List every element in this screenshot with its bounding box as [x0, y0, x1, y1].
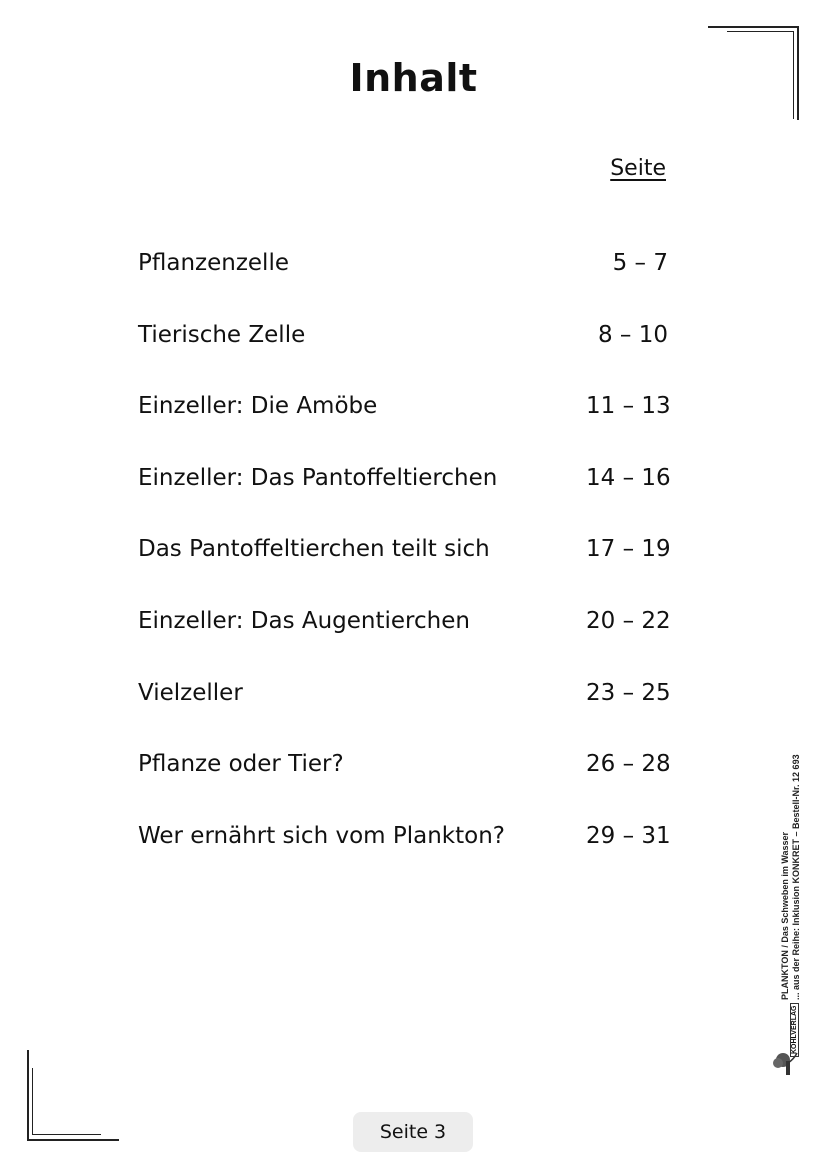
publisher-logo [772, 1005, 806, 1075]
page-column-header: Seite [610, 156, 666, 181]
toc-entry [138, 680, 678, 752]
toc-entry [138, 393, 678, 465]
toc-entry [138, 823, 678, 895]
toc-entry-pages: 5 – 7 [612, 250, 668, 276]
toc-entry [138, 250, 678, 322]
toc-entry-title: Einzeller: Das Augentierchen [138, 607, 470, 634]
toc-entry-pages: 20 – 22 [586, 607, 671, 634]
toc-entry-pages: 29 – 31 [586, 822, 671, 849]
toc-entry-title: Vielzeller [138, 679, 243, 706]
toc-entry [138, 322, 678, 394]
side-publication-note [780, 754, 802, 1000]
toc-entry-pages: 8 – 10 [597, 321, 668, 348]
tree-icon [772, 1049, 798, 1075]
toc-entry-title: Das Pantoffeltierchen teilt sich [138, 536, 490, 563]
toc-entry [138, 536, 678, 608]
publisher-name: KOHLVERLAG [790, 1003, 799, 1057]
toc-entry [138, 751, 678, 823]
toc-entry-title: Pflanze oder Tier? [138, 751, 344, 778]
corner-frame-bottom-left-inner [32, 1068, 101, 1135]
toc-entry-title: Einzeller: Das Pantoffeltierchen [138, 464, 498, 491]
side-note-series: ... aus der Reihe: Inklusion KONKRET – Bestell-Nr. 12 693 [791, 754, 801, 1000]
page-number-badge: Seite 3 [353, 1112, 473, 1152]
toc-entry-pages: 17 – 19 [586, 536, 671, 563]
toc-entry-title: Einzeller: Die Amöbe [138, 393, 378, 420]
toc-entry-title: Pflanzenzelle [138, 250, 289, 276]
toc-entry-pages: 11 – 13 [586, 393, 671, 420]
toc-entry-pages: 14 – 16 [586, 464, 671, 491]
page-title: Inhalt [349, 56, 478, 100]
toc-entry-title: Tierische Zelle [138, 321, 306, 348]
toc-entry-pages: 26 – 28 [586, 751, 671, 778]
toc-entry-title: Wer ernährt sich vom Plankton? [138, 822, 505, 849]
toc-entry [138, 465, 678, 537]
toc-entry [138, 608, 678, 680]
table-of-contents [138, 250, 678, 894]
toc-entry-pages: 23 – 25 [586, 679, 671, 706]
side-note-title: PLANKTON / Das Schweben im Wasser [780, 831, 790, 1000]
